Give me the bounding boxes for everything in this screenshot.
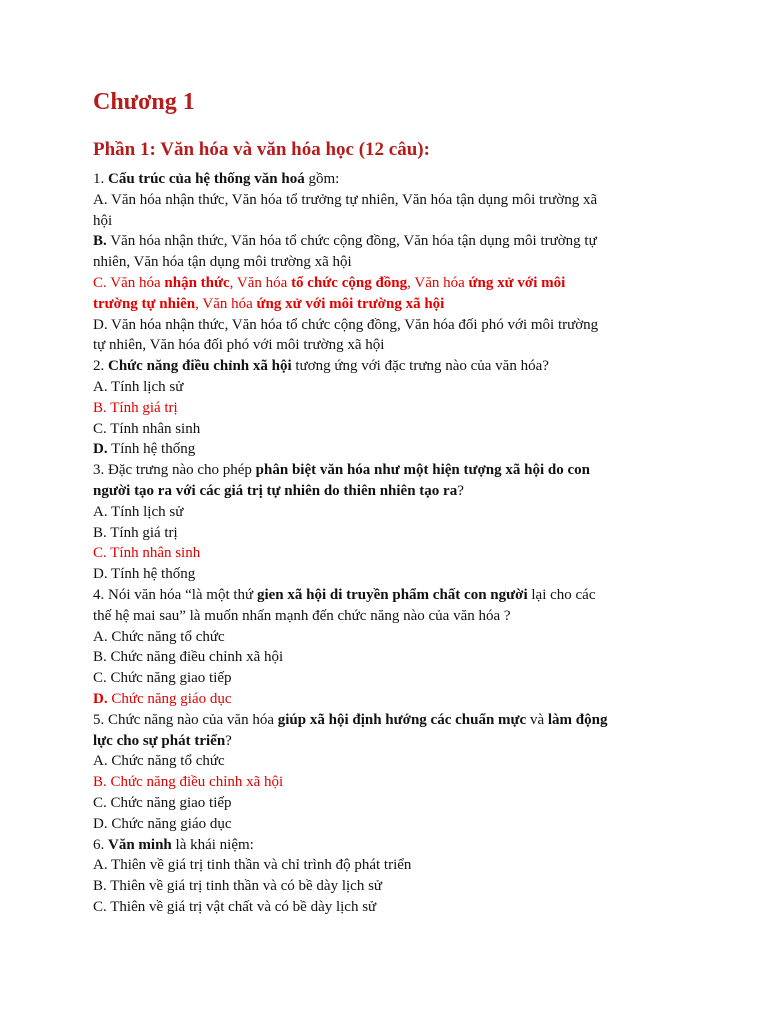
answer-b-cont: nhiên, Văn hóa tận dụng môi trường xã hội [93, 254, 352, 271]
answer-c: C. Chức năng giao tiếp [93, 670, 232, 687]
question-keyword: giúp xã hội định hướng các chuẩn mực [277, 711, 527, 728]
answer-a: A. Chức năng tổ chức [93, 753, 225, 770]
answer-a: A. Văn hóa nhận thức, Văn hóa tổ trưởng tự nhiên, Văn hóa tận dụng môi trường xã [93, 191, 598, 208]
question-text: tương ứng với đặc trưng nào của văn hóa? [295, 358, 549, 375]
answer-c-correct-cont: trường tự nhiên, Văn hóa ứng xử với môi trường xã hội [93, 295, 445, 312]
answer-letter: B. [93, 233, 107, 250]
answer-b-correct: B. Chức năng điều chỉnh xã hội [93, 774, 284, 791]
answer-c-correct: C. Văn hóa nhận thức, Văn hóa tổ chức cộng đồng, Văn hóa ứng xử với môi [93, 274, 566, 291]
answer-b: B. Văn hóa nhận thức, Văn hóa tổ chức cộng đồng, Văn hóa tận dụng môi trường tự [93, 233, 597, 250]
answer-b: B. Tính giá trị [93, 524, 178, 541]
document-page [93, 86, 673, 918]
answer-d: D. Chức năng giáo dục [93, 815, 232, 832]
answer-c-correct: C. Tính nhân sinh [93, 545, 201, 562]
question-5: 5. Chức năng nào của văn hóa giúp xã hội định hướng các chuẩn mực và làm động [93, 711, 608, 728]
answer-b: B. Chức năng điều chỉnh xã hội [93, 649, 284, 666]
answer-a: A. Tính lịch sử [93, 503, 184, 520]
question-keyword: Văn minh [108, 836, 172, 853]
answer-d-cont: tự nhiên, Văn hóa đối phó với môi trường xã hội [93, 337, 385, 354]
question-keyword: Chức năng điều chỉnh xã hội [108, 358, 292, 375]
question-number: 1. [93, 171, 105, 187]
answer-letter: D. [93, 441, 108, 458]
answer-d: D. Văn hóa nhận thức, Văn hóa tổ chức cộng đồng, Văn hóa đối phó với môi trường [93, 316, 599, 333]
answer-a: A. Chức năng tổ chức [93, 628, 225, 645]
question-4-cont: thế hệ mai sau” là muốn nhấn mạnh đến chức năng nào của văn hóa ? [93, 607, 511, 624]
question-keyword: gien xã hội di truyền phẩm chất con người [256, 586, 528, 603]
question-keyword: lực cho sự phát triển [93, 732, 226, 749]
answer-d: D. Tính hệ thống [93, 441, 196, 458]
question-2 [93, 356, 673, 377]
answer-a: A. Tính lịch sử [93, 378, 184, 395]
answer-d-correct: D. Chức năng giáo dục [93, 690, 232, 707]
question-1 [93, 169, 673, 190]
answer-b-correct: B. Tính giá trị [93, 399, 178, 416]
answer-b: B. Thiên về giá trị tinh thần và có bề dày lịch sử [93, 878, 383, 895]
question-4: 4. Nói văn hóa “là một thứ gien xã hội di truyền phẩm chất con người lại cho các [93, 586, 596, 603]
answer-letter: D. [93, 690, 108, 707]
section-title: Phần 1: Văn hóa và văn hóa học (12 câu): [93, 139, 430, 160]
answer-d: D. Tính hệ thống [93, 566, 196, 583]
chapter-title: Chương 1 [93, 89, 195, 115]
question-number: 2. [93, 358, 105, 375]
question-keyword: người tạo ra với các giá trị tự nhiên do thiên nhiên tạo ra [93, 482, 458, 499]
question-keyword: phân biệt văn hóa như một hiện tượng xã hội do con [255, 462, 590, 479]
question-3: 3. Đặc trưng nào cho phép phân biệt văn hóa như một hiện tượng xã hội do con [93, 462, 590, 479]
answer-c: C. Tính nhân sinh [93, 420, 201, 437]
question-number: 6. [93, 836, 105, 853]
answer-c: C. Thiên về giá trị vật chất và có bề dày lịch sử [93, 898, 377, 915]
answer-c: C. Chức năng giao tiếp [93, 794, 232, 811]
question-keyword: Cấu trúc của hệ thống văn hoá [108, 171, 305, 187]
question-5-cont: lực cho sự phát triển? [93, 732, 232, 749]
question-text: gồm: [308, 171, 340, 187]
question-6: 6. Văn minh là khái niệm: [93, 836, 254, 853]
question-3-cont: người tạo ra với các giá trị tự nhiên do thiên nhiên tạo ra? [93, 482, 464, 499]
answer-a-cont: hội [93, 212, 113, 229]
question-keyword: làm động [547, 711, 608, 728]
answer-a: A. Thiên về giá trị tinh thần và chỉ trình độ phát triển [93, 857, 412, 874]
